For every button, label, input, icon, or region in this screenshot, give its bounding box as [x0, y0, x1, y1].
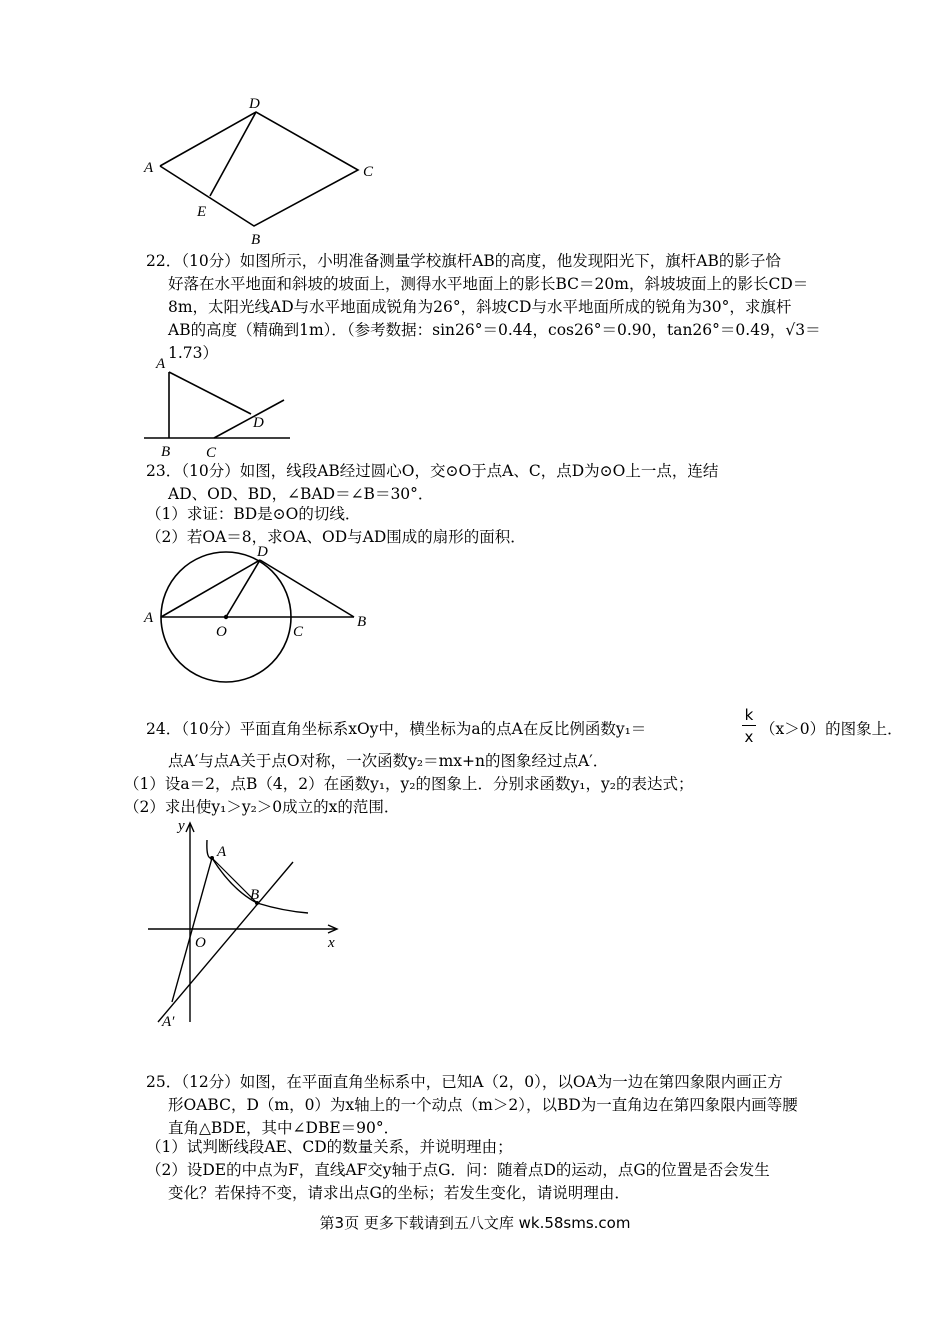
- q22-line-3: 8m，太阳光线AD与水平地面成锐角为26°，斜坡CD与水平地面所成的锐角为30°，求旗杆: [168, 298, 792, 316]
- label-D: D: [253, 415, 264, 431]
- label-A: A: [144, 610, 154, 626]
- flagpole-figure: [140, 352, 300, 462]
- q23-line-4: （2）若OA＝8，求OA、OD与AD围成的扇形的面积．: [146, 528, 526, 546]
- label-B: B: [161, 444, 171, 460]
- q24-line-4: （2）求出使y₁＞y₂＞0成立的x的范围．: [124, 798, 400, 816]
- label-O: O: [195, 935, 206, 951]
- fraction-bar: [742, 725, 756, 726]
- label-x: x: [328, 935, 335, 951]
- q24-line-1: 24．（10分）平面直角坐标系xOy中，横坐标为a的点A在反比例函数y₁＝: [146, 720, 647, 738]
- rhombus-figure: [138, 90, 388, 250]
- label-O: O: [216, 624, 227, 640]
- q25-line-4: （1）试判断线段AE、CD的数量关系，并说明理由；: [146, 1138, 513, 1156]
- label-E: E: [197, 204, 207, 220]
- fraction-numerator: k: [744, 706, 754, 724]
- q22-line-1: 22．（10分）如图所示，小明准备测量学校旗杆AB的高度，他发现阳光下，旗杆AB的影子恰: [146, 252, 781, 270]
- label-A: A: [156, 356, 166, 372]
- q23-line-3: （1）求证：BD是⊙O的切线．: [146, 505, 361, 523]
- label-C: C: [363, 164, 374, 180]
- label-A-prime: A′: [162, 1014, 175, 1027]
- label-A: A: [217, 844, 227, 860]
- q24-line-1-tail: （x＞0）的图象上．: [760, 720, 903, 738]
- label-C: C: [293, 624, 304, 640]
- fraction-denominator: x: [744, 728, 754, 746]
- q25-line-6: 变化？若保持不变，请求出点G的坐标；若发生变化，请说明理由．: [168, 1184, 630, 1202]
- q25-line-1: 25．（12分）如图，在平面直角坐标系中，已知A（2，0），以OA为一边在第四象限内画正方: [146, 1073, 783, 1091]
- q22-line-2: 好落在水平地面和斜坡的坡面上，测得水平地面上的影长BC＝20m，斜坡坡面上的影长CD＝: [168, 275, 809, 293]
- q24-line-3: （1）设a＝2，点B（4，2）在函数y₁，y₂的图象上．分别求函数y₁，y₂的表达式；: [124, 775, 694, 793]
- q25-line-2: 形OABC，D（m，0）为x轴上的一个动点（m＞2），以BD为一直角边在第四象限内画等腰: [168, 1096, 798, 1114]
- label-y: y: [178, 818, 185, 834]
- circle-tangent-figure: [140, 540, 380, 690]
- label-D: D: [257, 544, 268, 560]
- label-B: B: [357, 614, 367, 630]
- q25-line-3: 直角△BDE，其中∠DBE＝90°．: [168, 1119, 400, 1137]
- label-B: B: [250, 887, 260, 903]
- coordinate-graph-figure: [140, 812, 350, 1027]
- q23-line-2: AD、OD、BD，∠BAD＝∠B＝30°．: [168, 485, 434, 503]
- label-B: B: [251, 232, 261, 248]
- q23-line-1: 23．（10分）如图，线段AB经过圆心O，交⊙O于点A、C，点D为⊙O上一点，连结: [146, 462, 719, 480]
- label-D: D: [249, 96, 260, 112]
- label-C: C: [206, 445, 217, 461]
- page-footer: 第3页 更多下载请到五八文库 wk.58sms.com: [319, 1214, 631, 1232]
- label-A: A: [144, 160, 154, 176]
- q22-line-5: 1.73）: [168, 344, 219, 362]
- q24-line-2: 点A′与点A关于点O对称，一次函数y₂＝mx+n的图象经过点A′．: [168, 752, 609, 770]
- q22-line-4: AB的高度（精确到1m）．（参考数据：sin26°＝0.44，cos26°＝0.90，tan26°＝0.49，√3＝: [168, 321, 821, 339]
- q25-line-5: （2）设DE的中点为F，直线AF交y轴于点G．问：随着点D的运动，点G的位置是否会发生: [146, 1161, 770, 1179]
